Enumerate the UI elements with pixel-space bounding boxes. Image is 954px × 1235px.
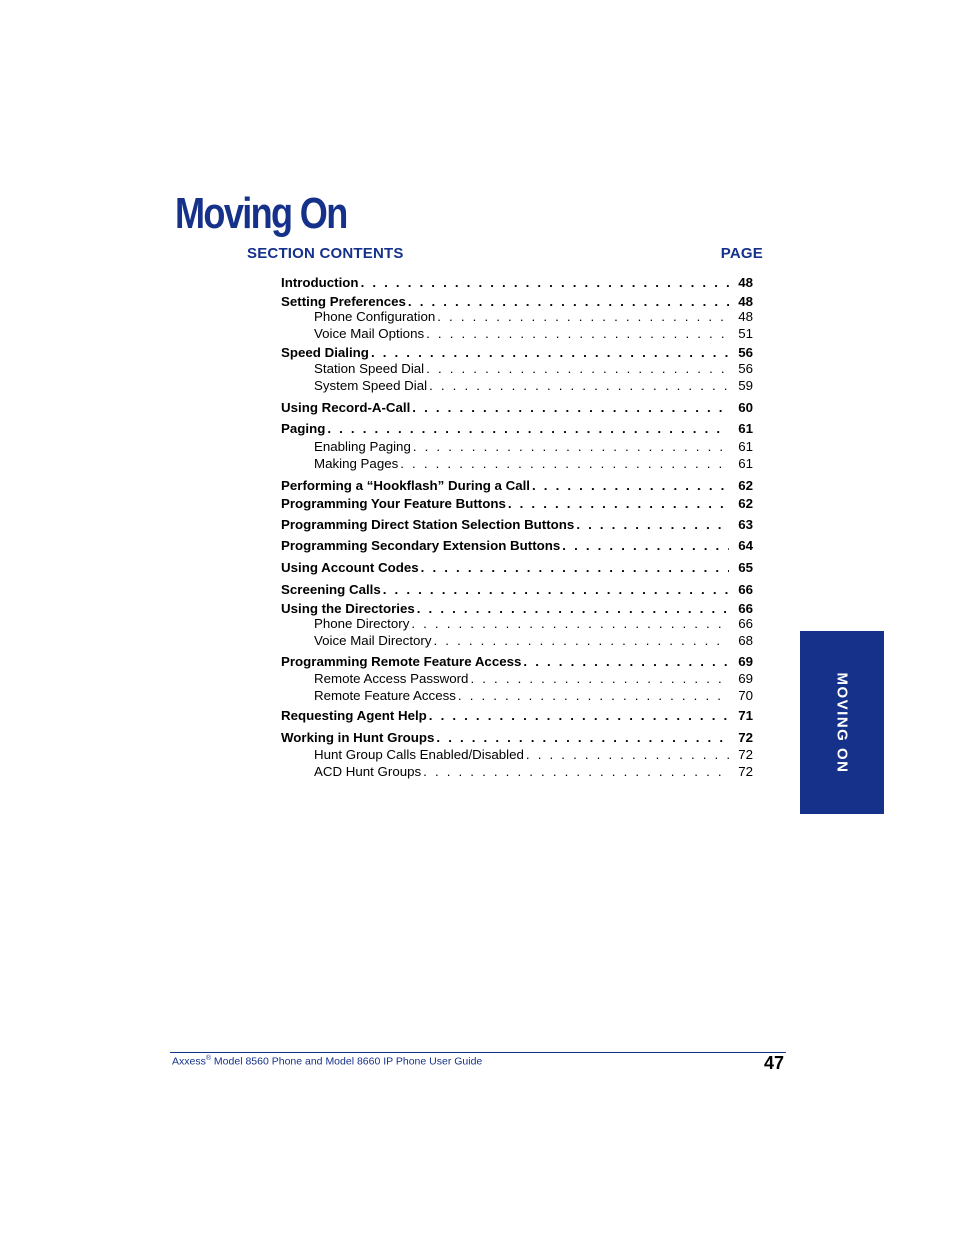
footer-guide-name: Model 8560 Phone and Model 8660 IP Phone User Guide <box>211 1055 483 1068</box>
toc-entry-page: 62 <box>738 478 753 493</box>
toc-entry-label: Remote Feature Access <box>314 688 456 703</box>
dot-leader <box>458 687 729 705</box>
dot-leader <box>361 274 729 292</box>
toc-entry-label: Using Account Codes <box>281 560 419 575</box>
toc-subentry <box>314 455 753 473</box>
dot-leader <box>411 615 729 633</box>
toc-entry-label: Remote Access Password <box>314 671 469 686</box>
toc-entry-page: 61 <box>738 439 753 454</box>
toc-subentry <box>314 360 753 378</box>
toc-entry-label: Setting Preferences <box>281 294 406 309</box>
toc-entry-label: Using the Directories <box>281 601 415 616</box>
toc-entry-label: Speed Dialing <box>281 345 369 360</box>
toc-entry <box>281 729 753 747</box>
dot-leader <box>421 559 729 577</box>
toc-entry <box>281 399 753 417</box>
toc-entry-label: Programming Remote Feature Access <box>281 654 522 669</box>
toc-entry-page: 60 <box>738 400 753 415</box>
page-title: Moving On <box>175 189 347 238</box>
dot-leader <box>426 360 729 378</box>
toc-entry <box>281 477 753 495</box>
toc-entry-label: Hunt Group Calls Enabled/Disabled <box>314 747 524 762</box>
toc-entry-page: 72 <box>738 747 753 762</box>
toc-entry-label: Paging <box>281 421 326 436</box>
toc-entry-page: 51 <box>738 326 753 341</box>
toc-entry-label: Phone Configuration <box>314 309 436 324</box>
toc-entry-label: Programming Direct Station Selection Buttons <box>281 517 575 532</box>
toc-entry-label: Performing a “Hookflash” During a Call <box>281 478 530 493</box>
dot-leader <box>470 670 729 688</box>
toc-entry-label: Using Record-A-Call <box>281 400 411 415</box>
dot-leader <box>412 399 729 417</box>
dot-leader <box>562 537 729 555</box>
toc-subentry <box>314 377 753 395</box>
toc-entry-page: 71 <box>738 708 753 723</box>
dot-leader <box>436 729 729 747</box>
toc-entry-page: 66 <box>738 582 753 597</box>
toc-entry-label: Screening Calls <box>281 582 381 597</box>
toc-subentry <box>314 438 753 456</box>
toc-entry-page: 63 <box>738 517 753 532</box>
toc-subentry <box>314 746 753 764</box>
dot-leader <box>426 325 729 343</box>
toc-entry-page: 62 <box>738 496 753 511</box>
toc-subentry <box>314 763 753 781</box>
dot-leader <box>434 632 730 650</box>
dot-leader <box>423 763 729 781</box>
page-number: 47 <box>763 1053 784 1073</box>
toc-entry-page: 65 <box>738 560 753 575</box>
toc-entry-page: 66 <box>738 601 753 616</box>
toc-entry-label: Making Pages <box>314 456 399 471</box>
toc-entry-label: Enabling Paging <box>314 439 411 454</box>
dot-leader <box>327 420 729 438</box>
dot-leader <box>400 455 729 473</box>
toc-entry-page: 66 <box>738 616 753 631</box>
toc-subentry <box>314 308 753 326</box>
toc-entry-page: 68 <box>738 633 753 648</box>
toc-subentry <box>314 325 753 343</box>
toc-subentry <box>314 632 753 650</box>
toc-entry <box>281 495 753 513</box>
toc-entry <box>281 537 753 555</box>
dot-leader <box>508 495 729 513</box>
registered-mark: ® <box>205 1055 212 1062</box>
dot-leader <box>526 746 729 764</box>
toc-entry-page: 70 <box>738 688 753 703</box>
toc-entry <box>281 420 753 438</box>
toc-entry <box>281 653 753 671</box>
toc-subentry <box>314 615 753 633</box>
dot-leader <box>413 438 729 456</box>
side-tab-label: MOVING ON <box>833 671 851 774</box>
toc-entry-page: 72 <box>738 764 753 779</box>
toc-entry-label: Requesting Agent Help <box>281 708 427 723</box>
footer-brand: Axxess <box>172 1055 206 1068</box>
toc-entry-page: 61 <box>738 421 753 436</box>
toc-entry-page: 69 <box>738 671 753 686</box>
toc-entry <box>281 559 753 577</box>
toc-entry-label: Working in Hunt Groups <box>281 730 435 745</box>
toc-entry-page: 56 <box>738 361 753 376</box>
toc-entry-page: 56 <box>738 345 753 360</box>
toc-entry-label: Programming Your Feature Buttons <box>281 496 506 511</box>
toc-subentry <box>314 670 753 688</box>
dot-leader <box>383 581 729 599</box>
dot-leader <box>429 707 729 725</box>
page-column-header: PAGE <box>720 245 763 262</box>
toc-subentry <box>314 687 753 705</box>
dot-leader <box>576 516 729 534</box>
toc-entry-page: 61 <box>738 456 753 471</box>
section-contents-header: SECTION CONTENTS <box>247 245 404 262</box>
toc-entry-label: System Speed Dial <box>314 378 428 393</box>
toc-entry-label: Voice Mail Options <box>314 326 425 341</box>
toc-entry-page: 69 <box>738 654 753 669</box>
chapter-side-tab <box>800 631 884 814</box>
toc-entry <box>281 274 753 292</box>
toc-entry <box>281 581 753 599</box>
toc-entry-label: Station Speed Dial <box>314 361 425 376</box>
toc-entry-page: 48 <box>738 309 753 324</box>
toc-entry-label: Programming Secondary Extension Buttons <box>281 538 561 553</box>
toc-entry-label: Phone Directory <box>314 616 410 631</box>
toc-entry <box>281 516 753 534</box>
toc-entry-page: 48 <box>738 294 753 309</box>
toc-entry-page: 72 <box>738 730 753 745</box>
toc-entry <box>281 707 753 725</box>
toc-entry-label: Voice Mail Directory <box>314 633 432 648</box>
toc-entry-label: Introduction <box>281 275 359 290</box>
dot-leader <box>532 477 729 495</box>
toc-entry-page: 64 <box>738 538 753 553</box>
dot-leader <box>429 377 729 395</box>
footer-title <box>172 1055 482 1068</box>
dot-leader <box>523 653 729 671</box>
footer-rule <box>170 1052 786 1053</box>
toc-entry-page: 48 <box>738 275 753 290</box>
toc-entry-label: ACD Hunt Groups <box>314 764 422 779</box>
toc-entry-page: 59 <box>738 378 753 393</box>
dot-leader <box>437 308 729 326</box>
